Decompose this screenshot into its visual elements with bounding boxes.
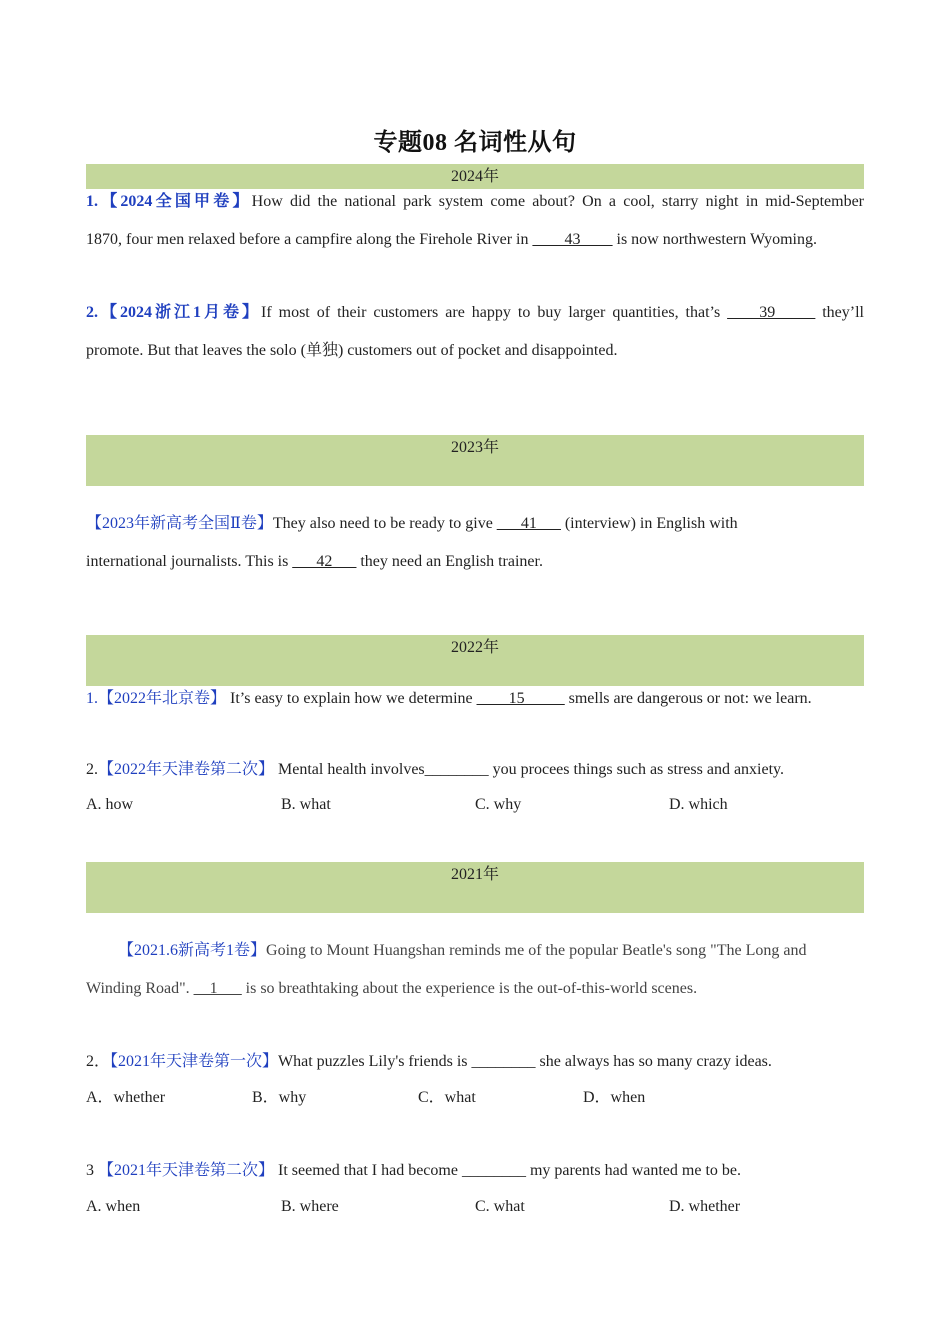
year-band-2022 [86,635,864,686]
question-text: It’s easy to explain how we determine [226,690,477,707]
question-source: 【2021年天津卷第一次】 [110,1053,279,1070]
question-text: Mental health involves________ you procees things such as stress and anxiety. [274,761,784,778]
question-2021-3 [86,1160,864,1182]
page-title: 专题08 名词性从句 [373,130,577,156]
question-text: Going to Mount Huangshan reminds me of the popular Beatle's song "The Long and [266,942,807,959]
question-number: 2. [86,761,98,778]
answer-blank: ___42___ [292,553,357,570]
option-d: D．when [583,1089,646,1106]
option-c: C. what [475,1198,525,1215]
year-band-2023 [86,435,864,486]
question-text: It seemed that I had become ________ my parents had wanted me to be. [274,1162,741,1179]
question-2022-1 [86,688,864,710]
question-2024-1-line-1 [86,191,864,213]
question-2021-1-line-2 [86,978,864,1000]
question-text: international journalists. This is [86,553,293,570]
question-text: 1870, four men relaxed before a campfire along the Firehole River in [86,231,533,248]
year-band-2024 [86,164,864,189]
question-2022-2 [86,759,864,781]
question-text: they’ll [815,304,864,321]
question-text: smells are dangerous or not: we learn. [564,690,812,707]
answer-blank: ____15_____ [476,690,565,707]
question-text: How did the national park system come about? On a cool, starry night in mid-September [251,193,864,210]
question-source: 【2021年天津卷第二次】 [98,1162,275,1179]
year-label: 2024年 [450,168,499,185]
question-source: 【2021.6新高考1卷】 [118,942,267,959]
question-text: they need an English trainer. [356,553,543,570]
question-2021-2 [86,1051,864,1073]
question-number: 2． [86,1053,111,1070]
year-label: 2022年 [450,639,499,656]
question-text: (interview) in English with [560,515,738,532]
answer-blank: ____39_____ [727,304,816,321]
question-text: is so breathtaking about the experience is the out-of-this-world scenes. [241,980,698,997]
option-d: D. whether [669,1198,741,1215]
question-text: They also need to be ready to give [272,515,497,532]
question-number: 1. [86,193,98,210]
answer-blank: ____43____ [532,231,613,248]
question-text: promote. But that leaves the solo (单独) customers out of pocket and disappointed. [86,342,618,359]
option-c: C．what [418,1089,476,1106]
question-source: 【2024浙江1月卷】 [98,304,261,321]
option-a: A. when [86,1198,141,1215]
option-b: B. what [281,796,331,813]
question-source: 【2023年新高考全国Ⅱ卷】 [86,515,273,532]
question-text: Winding Road". [86,980,194,997]
year-label: 2021年 [450,866,499,883]
question-2023-line-2 [86,551,864,573]
question-text: What puzzles Lily's friends is ________ she always has so many crazy ideas. [278,1053,772,1070]
question-2024-1-line-2 [86,229,864,251]
question-source: 【2024全国甲卷】 [98,193,252,210]
question-source: 【2022年北京卷】 [98,690,227,707]
option-d: D. which [669,796,728,813]
answer-blank: ___41___ [496,515,561,532]
option-b: B. where [281,1198,339,1215]
question-number: 3 [86,1162,98,1179]
year-label: 2023年 [450,439,499,456]
option-a: A．whether [86,1089,166,1106]
question-2021-1-line-1 [118,940,864,962]
option-b: B．why [252,1089,307,1106]
question-2024-2-line-1 [86,302,864,324]
question-2024-2-line-2 [86,340,864,362]
year-band-2021 [86,862,864,913]
option-a: A. how [86,796,134,813]
answer-blank: __1___ [193,980,242,997]
question-2023-line-1 [86,513,864,535]
question-source: 【2022年天津卷第二次】 [98,761,275,778]
question-number: 2. [86,304,98,321]
question-text: If most of their customers are happy to buy larger quantities, that’s [260,304,728,321]
question-number: 1. [86,690,98,707]
question-text: is now northwestern Wyoming. [612,231,817,248]
option-c: C. why [475,796,522,813]
